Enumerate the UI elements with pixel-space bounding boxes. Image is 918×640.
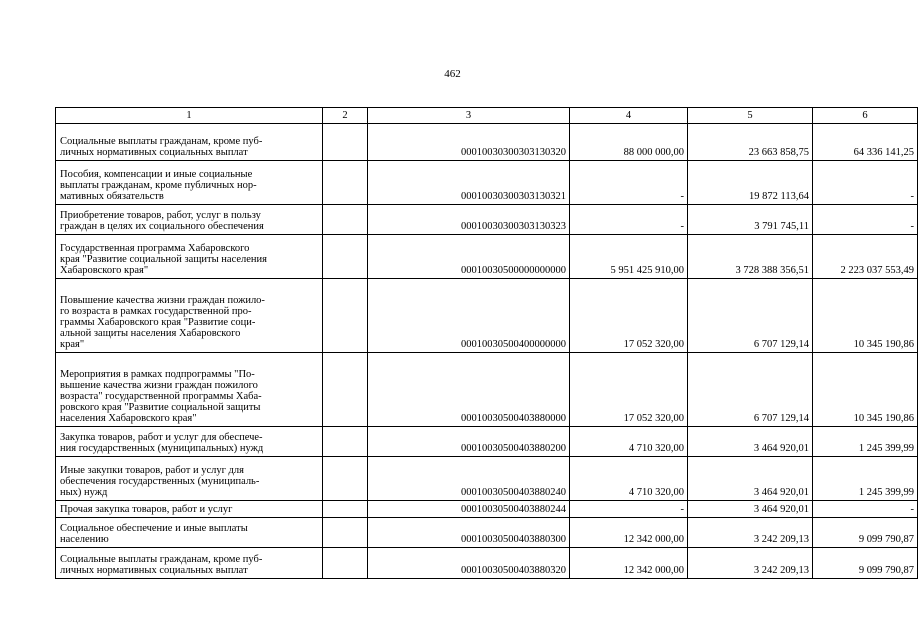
table-header-row: [56, 108, 918, 124]
row-value-4: -: [570, 205, 688, 235]
row-code: 00010030500403880200: [368, 427, 570, 457]
row-code: 00010030300303130320: [368, 124, 570, 161]
table-row: [56, 518, 918, 548]
header-col-3: 3: [368, 108, 570, 124]
row-value-6: -: [813, 205, 918, 235]
row-col2: [323, 205, 368, 235]
row-code: 00010030500403880320: [368, 548, 570, 579]
row-col2: [323, 279, 368, 353]
row-name: Социальное обеспечение и иные выплаты населению: [56, 518, 323, 548]
row-value-5: 3 242 209,13: [688, 548, 813, 579]
row-col2: [323, 353, 368, 427]
row-value-6: -: [813, 501, 918, 518]
row-col2: [323, 235, 368, 279]
row-name: Мероприятия в рамках подпрограммы "По- вышение качества жизни граждан пожилого возраста" государственной программы Хаба- ровского края "Развитие социальной защиты населения Хабаровского края": [56, 353, 323, 427]
row-col2: [323, 518, 368, 548]
row-value-4: -: [570, 501, 688, 518]
row-value-5: 6 707 129,14: [688, 279, 813, 353]
row-code: 00010030500400000000: [368, 279, 570, 353]
row-code: 00010030500403880000: [368, 353, 570, 427]
table-row: [56, 161, 918, 205]
row-value-6: 10 345 190,86: [813, 279, 918, 353]
table-row: [56, 205, 918, 235]
row-code: 00010030300303130321: [368, 161, 570, 205]
row-value-5: 3 464 920,01: [688, 427, 813, 457]
budget-table: [55, 107, 918, 579]
row-value-6: 64 336 141,25: [813, 124, 918, 161]
row-value-5: 3 242 209,13: [688, 518, 813, 548]
row-value-4: 5 951 425 910,00: [570, 235, 688, 279]
row-col2: [323, 161, 368, 205]
header-col-5: 5: [688, 108, 813, 124]
row-col2: [323, 457, 368, 501]
row-col2: [323, 548, 368, 579]
page-number: 462: [444, 68, 461, 80]
row-col2: [323, 124, 368, 161]
row-value-5: 23 663 858,75: [688, 124, 813, 161]
header-col-2: 2: [323, 108, 368, 124]
row-code: 00010030500403880300: [368, 518, 570, 548]
row-value-4: 17 052 320,00: [570, 279, 688, 353]
row-value-5: 19 872 113,64: [688, 161, 813, 205]
row-value-4: 17 052 320,00: [570, 353, 688, 427]
table-row: [56, 457, 918, 501]
row-code: 00010030500403880240: [368, 457, 570, 501]
row-value-5: 3 464 920,01: [688, 457, 813, 501]
row-value-6: 1 245 399,99: [813, 427, 918, 457]
table-row: [56, 427, 918, 457]
row-name: Социальные выплаты гражданам, кроме пуб- личных нормативных социальных выплат: [56, 548, 323, 579]
row-col2: [323, 427, 368, 457]
row-value-4: 88 000 000,00: [570, 124, 688, 161]
row-name: Прочая закупка товаров, работ и услуг: [56, 501, 323, 518]
row-code: 00010030500000000000: [368, 235, 570, 279]
table-row: [56, 353, 918, 427]
row-value-4: 12 342 000,00: [570, 548, 688, 579]
row-value-5: 3 791 745,11: [688, 205, 813, 235]
row-value-6: -: [813, 161, 918, 205]
table-row: [56, 501, 918, 518]
header-col-1: 1: [56, 108, 323, 124]
row-name: Социальные выплаты гражданам, кроме пуб- личных нормативных социальных выплат: [56, 124, 323, 161]
row-name: Государственная программа Хабаровского края "Развитие социальной защиты населения Хабаровского края": [56, 235, 323, 279]
row-code: 00010030300303130323: [368, 205, 570, 235]
row-name: Закупка товаров, работ и услуг для обеспече- ния государственных (муниципальных) нужд: [56, 427, 323, 457]
row-value-6: 10 345 190,86: [813, 353, 918, 427]
row-name: Пособия, компенсации и иные социальные выплаты гражданам, кроме публичных нор- мативных обязательств: [56, 161, 323, 205]
row-value-4: -: [570, 161, 688, 205]
row-name: Приобретение товаров, работ, услуг в пользу граждан в целях их социального обеспечения: [56, 205, 323, 235]
table-row: [56, 548, 918, 579]
table-row: [56, 279, 918, 353]
table-row: [56, 235, 918, 279]
row-value-5: 3 464 920,01: [688, 501, 813, 518]
table-row: [56, 124, 918, 161]
row-col2: [323, 501, 368, 518]
row-value-4: 12 342 000,00: [570, 518, 688, 548]
row-name: Повышение качества жизни граждан пожило- го возраста в рамках государственной про- граммы Хабаровского края "Развитие соци- альной защиты населения Хабаровского края": [56, 279, 323, 353]
row-value-5: 6 707 129,14: [688, 353, 813, 427]
row-value-6: 9 099 790,87: [813, 548, 918, 579]
row-value-6: 9 099 790,87: [813, 518, 918, 548]
row-value-6: 2 223 037 553,49: [813, 235, 918, 279]
row-value-5: 3 728 388 356,51: [688, 235, 813, 279]
header-col-4: 4: [570, 108, 688, 124]
row-value-6: 1 245 399,99: [813, 457, 918, 501]
row-name: Иные закупки товаров, работ и услуг для обеспечения государственных (муниципаль- ных) нужд: [56, 457, 323, 501]
row-code: 00010030500403880244: [368, 501, 570, 518]
row-value-4: 4 710 320,00: [570, 457, 688, 501]
header-col-6: 6: [813, 108, 918, 124]
row-value-4: 4 710 320,00: [570, 427, 688, 457]
